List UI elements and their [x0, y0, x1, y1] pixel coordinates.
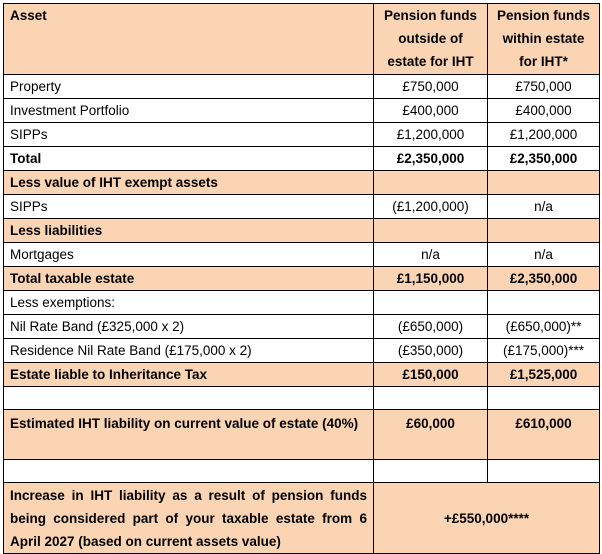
row-sipps-exempt [4, 195, 600, 219]
row-total [4, 147, 600, 171]
row-value-within: £1,525,000 [488, 363, 600, 387]
row-value-outside: £750,000 [374, 75, 488, 99]
row-value-outside: £150,000 [374, 363, 488, 387]
header-col2 [488, 4, 600, 75]
row-label: Mortgages [4, 243, 374, 267]
empty-cell [374, 219, 488, 243]
header-col1-line3: estate for IHT [387, 54, 474, 69]
row-value-within: £610,000 [488, 410, 600, 460]
row-investment [4, 99, 600, 123]
empty-cell [374, 291, 488, 315]
row-value-outside: £60,000 [374, 410, 488, 460]
row-value-outside: £400,000 [374, 99, 488, 123]
empty-cell [4, 460, 374, 483]
row-spacer [4, 460, 600, 483]
row-label: Estimated IHT liability on current value of estate (40%) [4, 410, 374, 460]
row-total-taxable [4, 267, 600, 291]
header-col2-line2: within estate [502, 31, 585, 46]
row-value-increase: +£550,000**** [374, 483, 600, 554]
section-label: Less value of IHT exempt assets [4, 171, 374, 195]
row-value-outside: £1,150,000 [374, 267, 488, 291]
row-mortgages [4, 243, 600, 267]
row-label: Increase in IHT liability as a result of pension funds being considered part of your taxable estate from 6 April 2027 (based on current assets value) [4, 483, 374, 554]
row-label: SIPPs [4, 195, 374, 219]
section-label: Less exemptions: [4, 291, 374, 315]
header-col1-line2: outside of [398, 31, 463, 46]
empty-cell [488, 460, 600, 483]
empty-cell [488, 387, 600, 410]
row-value-within: £2,350,000 [488, 267, 600, 291]
row-property [4, 75, 600, 99]
row-label: SIPPs [4, 123, 374, 147]
row-value-within: £400,000 [488, 99, 600, 123]
row-value-outside: (£650,000) [374, 315, 488, 339]
header-col2-line1: Pension funds [496, 8, 590, 23]
row-value-outside: £2,350,000 [374, 147, 488, 171]
row-label: Nil Rate Band (£325,000 x 2) [4, 315, 374, 339]
row-value-within: £750,000 [488, 75, 600, 99]
row-increase-iht [4, 483, 600, 554]
row-label: Total taxable estate [4, 267, 374, 291]
empty-cell [374, 171, 488, 195]
row-estate-liable [4, 363, 600, 387]
iht-table [3, 3, 600, 554]
empty-cell [374, 460, 488, 483]
empty-cell [488, 219, 600, 243]
row-less-exempt [4, 171, 600, 195]
row-value-within: £2,350,000 [488, 147, 600, 171]
row-label: Total [4, 147, 374, 171]
row-value-within: n/a [488, 195, 600, 219]
row-value-within: (£650,000)** [488, 315, 600, 339]
header-row [4, 4, 600, 75]
row-value-within: £1,200,000 [488, 123, 600, 147]
row-value-outside: £1,200,000 [374, 123, 488, 147]
row-estimated-iht [4, 410, 600, 460]
row-less-liabilities [4, 219, 600, 243]
row-label: Estate liable to Inheritance Tax [4, 363, 374, 387]
header-col2-line3: for IHT* [519, 54, 568, 69]
empty-cell [374, 387, 488, 410]
empty-cell [4, 387, 374, 410]
row-label: Property [4, 75, 374, 99]
header-col1-line1: Pension funds [383, 8, 477, 23]
header-col1 [374, 4, 488, 75]
row-spacer [4, 387, 600, 410]
row-less-exemptions [4, 291, 600, 315]
header-asset: Asset [4, 4, 374, 75]
row-label: Residence Nil Rate Band (£175,000 x 2) [4, 339, 374, 363]
section-label: Less liabilities [4, 219, 374, 243]
row-value-within: (£175,000)*** [488, 339, 600, 363]
row-sipps [4, 123, 600, 147]
row-value-outside: n/a [374, 243, 488, 267]
empty-cell [488, 171, 600, 195]
row-value-outside: (£1,200,000) [374, 195, 488, 219]
row-label: Investment Portfolio [4, 99, 374, 123]
row-value-outside: (£350,000) [374, 339, 488, 363]
row-residence-nil-rate-band [4, 339, 600, 363]
row-nil-rate-band [4, 315, 600, 339]
empty-cell [488, 291, 600, 315]
row-value-within: n/a [488, 243, 600, 267]
